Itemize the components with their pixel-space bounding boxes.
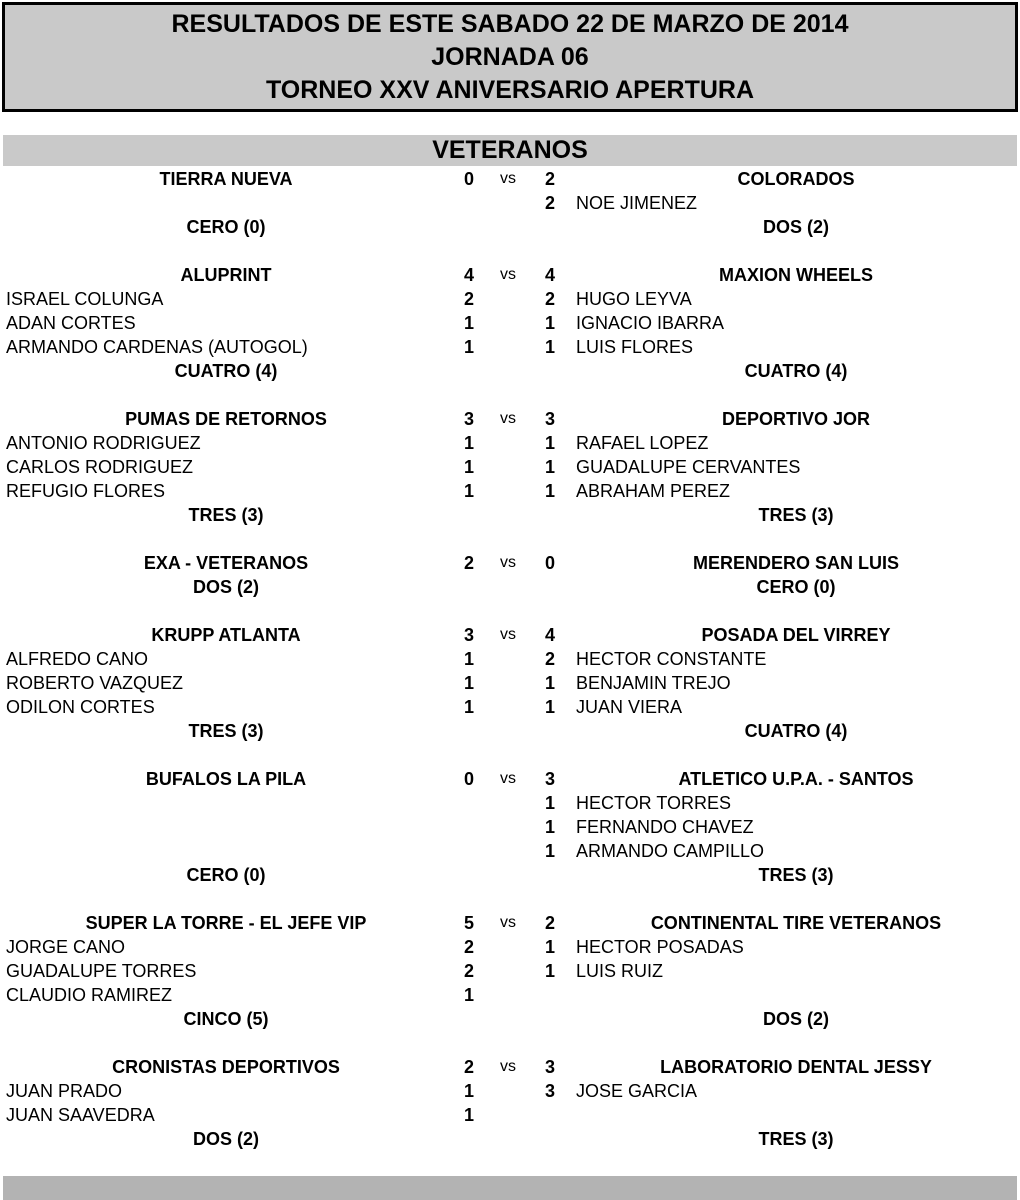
home-team-name: ALUPRINT [180, 265, 272, 285]
away-scorer-goals: 2 [544, 289, 555, 309]
home-scorer-goals: 1 [463, 1081, 474, 1101]
scorer-row [0, 1079, 1020, 1103]
home-scorer-goals: 2 [463, 961, 474, 981]
vs-label: vs [500, 1058, 516, 1075]
home-scorer-goals: 1 [463, 985, 474, 1005]
away-scorer-goals: 1 [544, 961, 555, 981]
page-header [2, 2, 1018, 112]
away-team-score: 2 [544, 169, 555, 189]
scorer-row [0, 335, 1020, 359]
away-total-words: TRES (3) [758, 505, 834, 525]
scorer-row [0, 815, 1020, 839]
scorer-row [0, 839, 1020, 863]
home-team-name: TIERRA NUEVA [159, 169, 293, 189]
home-scorer-name: ODILON CORTES [6, 697, 155, 717]
away-scorer-goals: 1 [544, 337, 555, 357]
away-team-name: POSADA DEL VIRREY [701, 625, 891, 645]
away-scorer-goals: 1 [544, 793, 555, 813]
away-team-score: 0 [544, 553, 555, 573]
home-scorer-name: ANTONIO RODRIGUEZ [6, 433, 201, 453]
header-matchday: JORNADA 06 [431, 42, 589, 71]
match-totals-row [0, 1127, 1020, 1151]
away-scorer-goals: 1 [544, 937, 555, 957]
match-spacer [0, 239, 1020, 263]
away-team-name: ATLETICO U.P.A. - SANTOS [678, 769, 914, 789]
away-scorer-name: LUIS RUIZ [576, 961, 664, 981]
home-scorer-goals: 1 [463, 697, 474, 717]
away-scorer-name: LUIS FLORES [576, 337, 694, 357]
home-scorer-name: ADAN CORTES [6, 313, 136, 333]
match-teams-row [0, 263, 1020, 287]
scorer-row [0, 791, 1020, 815]
home-team-score: 3 [463, 409, 474, 429]
scorer-row [0, 431, 1020, 455]
away-total-words: CERO (0) [756, 577, 836, 597]
away-scorer-name: FERNANDO CHAVEZ [576, 817, 754, 837]
scorer-row [0, 191, 1020, 215]
home-scorer-name: ISRAEL COLUNGA [6, 289, 164, 309]
match-totals-row [0, 503, 1020, 527]
away-scorer-name: ABRAHAM PEREZ [576, 481, 731, 501]
home-scorer-name: JUAN SAAVEDRA [6, 1105, 155, 1125]
vs-label: vs [500, 626, 516, 643]
match-spacer [0, 887, 1020, 911]
away-scorer-goals: 1 [544, 481, 555, 501]
vs-label: vs [500, 914, 516, 931]
home-scorer-name: ALFREDO CANO [6, 649, 149, 669]
away-scorer-goals: 1 [544, 457, 555, 477]
away-scorer-goals: 2 [544, 649, 555, 669]
scorer-row [0, 455, 1020, 479]
away-scorer-name: HECTOR TORRES [576, 793, 732, 813]
vs-label: vs [500, 170, 516, 187]
away-total-words: DOS (2) [762, 1009, 829, 1029]
home-total-words: CINCO (5) [183, 1009, 269, 1029]
header-date-title: RESULTADOS DE ESTE SABADO 22 DE MARZO DE 2014 [171, 9, 849, 38]
match-teams-row [0, 767, 1020, 791]
away-scorer-name: JOSE GARCIA [576, 1081, 698, 1101]
match-spacer [0, 527, 1020, 551]
home-scorer-goals: 1 [463, 481, 474, 501]
match-list [0, 167, 1020, 1151]
match-totals-row [0, 1007, 1020, 1031]
home-scorer-goals: 1 [463, 457, 474, 477]
match-spacer [0, 599, 1020, 623]
home-scorer-name: ARMANDO CARDENAS (AUTOGOL) [6, 337, 308, 357]
match-spacer [0, 1031, 1020, 1055]
vs-label: vs [500, 410, 516, 427]
match-teams-row [0, 407, 1020, 431]
home-team-name: PUMAS DE RETORNOS [125, 409, 327, 429]
away-scorer-goals: 1 [544, 817, 555, 837]
home-total-words: DOS (2) [192, 577, 259, 597]
away-scorer-name: JUAN VIERA [576, 697, 683, 717]
away-team-score: 2 [544, 913, 555, 933]
away-scorer-name: HECTOR CONSTANTE [576, 649, 767, 669]
home-scorer-name: REFUGIO FLORES [6, 481, 166, 501]
match-totals-row [0, 359, 1020, 383]
home-scorer-name: GUADALUPE TORRES [6, 961, 197, 981]
away-team-name: LABORATORIO DENTAL JESSY [660, 1057, 932, 1077]
scorer-row [0, 695, 1020, 719]
match-totals-row [0, 575, 1020, 599]
away-team-score: 3 [544, 769, 555, 789]
home-team-score: 3 [463, 625, 474, 645]
home-total-words: CERO (0) [186, 865, 266, 885]
home-scorer-name: CARLOS RODRIGUEZ [6, 457, 194, 477]
away-scorer-goals: 1 [544, 841, 555, 861]
match-totals-row [0, 215, 1020, 239]
home-total-words: CUATRO (4) [174, 361, 278, 381]
match-spacer [0, 383, 1020, 407]
home-team-score: 0 [463, 169, 474, 189]
home-team-name: CRONISTAS DEPORTIVOS [112, 1057, 340, 1077]
home-team-name: EXA - VETERANOS [143, 553, 309, 573]
scorer-row [0, 1103, 1020, 1127]
home-scorer-name: CLAUDIO RAMIREZ [6, 985, 173, 1005]
section-title: VETERANOS [3, 135, 1017, 166]
match-teams-row [0, 911, 1020, 935]
away-team-score: 3 [544, 409, 555, 429]
away-scorer-goals: 2 [544, 193, 555, 213]
scorer-row [0, 287, 1020, 311]
away-scorer-name: GUADALUPE CERVANTES [576, 457, 801, 477]
away-scorer-goals: 1 [544, 313, 555, 333]
away-scorer-name: BENJAMIN TREJO [576, 673, 731, 693]
away-team-score: 4 [544, 625, 555, 645]
away-scorer-name: RAFAEL LOPEZ [576, 433, 709, 453]
home-team-score: 0 [463, 769, 474, 789]
footer-bar [3, 1176, 1017, 1200]
away-scorer-name: HECTOR POSADAS [576, 937, 744, 957]
away-team-score: 3 [544, 1057, 555, 1077]
home-total-words: TRES (3) [188, 505, 264, 525]
home-scorer-name: JUAN PRADO [6, 1081, 123, 1101]
match-teams-row [0, 1055, 1020, 1079]
home-total-words: DOS (2) [192, 1129, 259, 1149]
away-scorer-goals: 1 [544, 673, 555, 693]
away-team-name: MERENDERO SAN LUIS [692, 553, 899, 573]
home-total-words: CERO (0) [186, 217, 266, 237]
scorer-row [0, 959, 1020, 983]
home-scorer-goals: 1 [463, 673, 474, 693]
away-scorer-name: NOE JIMENEZ [576, 193, 698, 213]
match-totals-row [0, 863, 1020, 887]
scorer-row [0, 671, 1020, 695]
away-team-name: MAXION WHEELS [718, 265, 873, 285]
away-total-words: DOS (2) [762, 217, 829, 237]
home-team-name: SUPER LA TORRE - EL JEFE VIP [85, 913, 367, 933]
header-tournament: TORNEO XXV ANIVERSARIO APERTURA [265, 75, 755, 104]
away-total-words: TRES (3) [758, 865, 834, 885]
home-team-name: KRUPP ATLANTA [151, 625, 301, 645]
home-team-score: 4 [463, 265, 474, 285]
vs-label: vs [500, 554, 516, 571]
home-scorer-goals: 1 [463, 313, 474, 333]
away-total-words: CUATRO (4) [744, 361, 848, 381]
away-team-name: DEPORTIVO JOR [721, 409, 871, 429]
home-total-words: TRES (3) [188, 721, 264, 741]
scorer-row [0, 647, 1020, 671]
home-team-score: 2 [463, 1057, 474, 1077]
away-team-name: CONTINENTAL TIRE VETERANOS [650, 913, 942, 933]
home-scorer-name: ROBERTO VAZQUEZ [6, 673, 184, 693]
home-scorer-goals: 1 [463, 337, 474, 357]
vs-label: vs [500, 266, 516, 283]
away-team-score: 4 [544, 265, 555, 285]
home-team-score: 2 [463, 553, 474, 573]
home-team-name: BUFALOS LA PILA [145, 769, 307, 789]
match-teams-row [0, 551, 1020, 575]
away-scorer-name: ARMANDO CAMPILLO [576, 841, 765, 861]
home-scorer-goals: 2 [463, 289, 474, 309]
home-team-score: 5 [463, 913, 474, 933]
away-scorer-goals: 1 [544, 433, 555, 453]
away-scorer-name: IGNACIO IBARRA [576, 313, 725, 333]
scorer-row [0, 311, 1020, 335]
home-scorer-name: JORGE CANO [6, 937, 126, 957]
scorer-row [0, 983, 1020, 1007]
match-spacer [0, 743, 1020, 767]
match-totals-row [0, 719, 1020, 743]
away-scorer-goals: 1 [544, 697, 555, 717]
away-team-name: COLORADOS [737, 169, 855, 189]
scorer-row [0, 935, 1020, 959]
home-scorer-goals: 1 [463, 649, 474, 669]
away-scorer-name: HUGO LEYVA [576, 289, 692, 309]
away-scorer-goals: 3 [544, 1081, 555, 1101]
home-scorer-goals: 1 [463, 433, 474, 453]
match-teams-row [0, 167, 1020, 191]
home-scorer-goals: 2 [463, 937, 474, 957]
away-total-words: CUATRO (4) [744, 721, 848, 741]
scorer-row [0, 479, 1020, 503]
vs-label: vs [500, 770, 516, 787]
match-teams-row [0, 623, 1020, 647]
home-scorer-goals: 1 [463, 1105, 474, 1125]
away-total-words: TRES (3) [758, 1129, 834, 1149]
